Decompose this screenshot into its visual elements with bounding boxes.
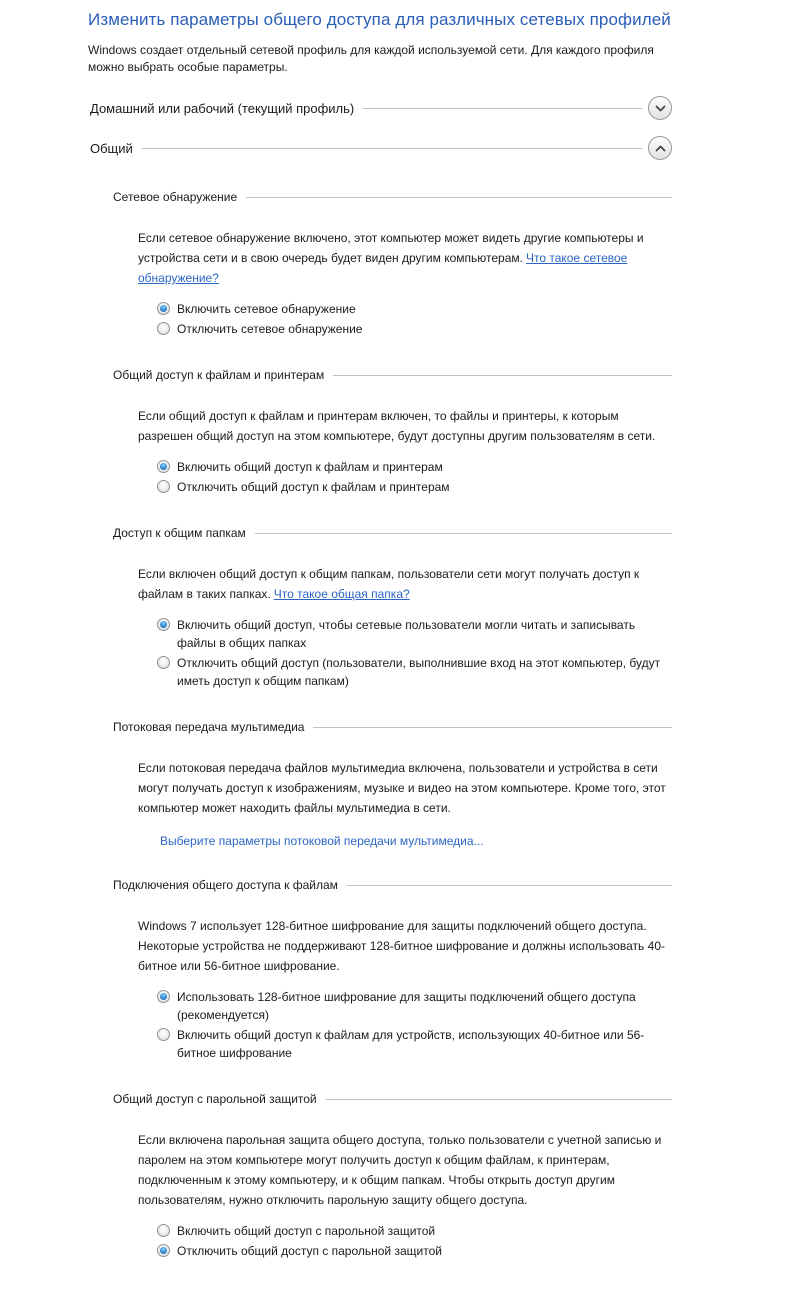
radio-option[interactable] <box>157 616 672 652</box>
radio-option-label[interactable]: Отключить общий доступ к файлам и принтерам <box>177 480 450 494</box>
help-link[interactable]: Что такое сетевое обнаружение? <box>138 251 628 285</box>
radio-option[interactable] <box>157 478 672 496</box>
section-header <box>113 878 672 892</box>
section-description: Windows 7 использует 128-битное шифрование для защиты подключений общего доступа. Некоторые устройства не поддерживают 128-битное шифрование и должны использовать 40-битное или 56-битное шифрование. <box>138 919 665 973</box>
section-header <box>113 526 672 540</box>
radio-selected-icon[interactable] <box>157 990 170 1003</box>
profile-section-home-work <box>90 96 672 120</box>
radio-option-label[interactable]: Включить общий доступ с парольной защитой <box>177 1224 436 1238</box>
divider-line <box>333 375 672 376</box>
section-header <box>113 1092 672 1106</box>
radio-group <box>157 616 672 690</box>
profile-label: Домашний или рабочий (текущий профиль) <box>90 100 355 116</box>
radio-option-label[interactable]: Включить общий доступ к файлам для устройств, использующих 40-битное или 56-битное шифрование <box>177 1028 645 1060</box>
radio-unselected-icon[interactable] <box>157 322 170 335</box>
section-header <box>113 368 672 382</box>
radio-selected-icon[interactable] <box>157 302 170 315</box>
section-heading: Потоковая передача мультимедиа <box>113 720 305 734</box>
settings-sections <box>88 190 672 1260</box>
divider-line <box>363 108 642 109</box>
radio-option[interactable] <box>157 988 672 1024</box>
settings-section <box>88 190 672 338</box>
radio-option-label[interactable]: Отключить общий доступ с парольной защитой <box>177 1244 442 1258</box>
section-heading: Доступ к общим папкам <box>113 526 246 540</box>
section-heading: Подключения общего доступа к файлам <box>113 878 338 892</box>
radio-option[interactable] <box>157 1242 672 1260</box>
collapse-profile-button[interactable] <box>648 136 672 160</box>
divider-line <box>313 727 672 728</box>
profile-section-public <box>90 136 672 160</box>
radio-option[interactable] <box>157 320 672 338</box>
divider-line <box>347 885 672 886</box>
section-description: Если включена парольная защита общего доступа, только пользователи с учетной записью и паролем на этом компьютере могут получить доступ к общим файлам, к принтерам, подключенным к этому компьютеру, и к общим папкам. Чтобы открыть доступ другим пользователям, нужно отключить парольную защиту общего доступа. <box>138 1133 662 1207</box>
section-description: Если сетевое обнаружение включено, этот компьютер может видеть другие компьютеры и устройства сети и в свою очередь будет виден другим компьютерам. Что такое сетевое обнаружение? <box>138 231 644 285</box>
section-description: Если включен общий доступ к общим папкам, пользователи сети могут получать доступ к файлам в таких папках. Что такое общая папка? <box>138 567 640 601</box>
chevron-down-icon <box>655 105 666 112</box>
radio-option-label[interactable]: Включить общий доступ к файлам и принтерам <box>177 460 443 474</box>
section-description: Если общий доступ к файлам и принтерам включен, то файлы и принтеры, к которым разрешен общий доступ на этом компьютере, будут доступны другим пользователям в сети. <box>138 409 656 443</box>
radio-selected-icon[interactable] <box>157 618 170 631</box>
radio-option-label[interactable]: Включить сетевое обнаружение <box>177 302 356 316</box>
settings-section <box>88 526 672 690</box>
page-intro: Windows создает отдельный сетевой профиль для каждой используемой сети. Для каждого профиля можно выбрать особые параметры. <box>88 43 654 74</box>
radio-group <box>157 1222 672 1260</box>
radio-option[interactable] <box>157 654 672 690</box>
radio-selected-icon[interactable] <box>157 1244 170 1257</box>
radio-group <box>157 300 672 338</box>
section-heading: Общий доступ к файлам и принтерам <box>113 368 325 382</box>
help-link[interactable]: Выберите параметры потоковой передачи мультимедиа... <box>160 834 484 848</box>
section-heading: Сетевое обнаружение <box>113 190 238 204</box>
divider-line <box>142 148 642 149</box>
section-description: Если потоковая передача файлов мультимедиа включена, пользователи и устройства в сети могут получать доступ к изображениям, музыке и видео на этом компьютере. Кроме того, этот компьютер может находить файлы мультимедиа в сети. <box>138 761 666 815</box>
radio-option[interactable] <box>157 300 672 318</box>
radio-unselected-icon[interactable] <box>157 656 170 669</box>
radio-option[interactable] <box>157 458 672 476</box>
radio-unselected-icon[interactable] <box>157 1224 170 1237</box>
settings-section <box>88 1092 672 1260</box>
expand-profile-button[interactable] <box>648 96 672 120</box>
radio-option-label[interactable]: Использовать 128-битное шифрование для защиты подключений общего доступа (рекомендуется) <box>177 990 636 1022</box>
chevron-up-icon <box>655 145 666 152</box>
divider-line <box>255 533 672 534</box>
section-heading: Общий доступ с парольной защитой <box>113 1092 317 1106</box>
settings-section <box>88 720 672 848</box>
radio-option[interactable] <box>157 1026 672 1062</box>
radio-group <box>157 458 672 496</box>
divider-line <box>326 1099 672 1100</box>
radio-option-label[interactable]: Отключить сетевое обнаружение <box>177 322 363 336</box>
profile-label: Общий <box>90 140 133 156</box>
advanced-sharing-settings-page <box>88 10 672 1260</box>
radio-selected-icon[interactable] <box>157 460 170 473</box>
section-header <box>113 720 672 734</box>
radio-option[interactable] <box>157 1222 672 1240</box>
radio-unselected-icon[interactable] <box>157 480 170 493</box>
settings-section <box>88 368 672 496</box>
divider-line <box>246 197 672 198</box>
settings-section <box>88 878 672 1062</box>
page-title: Изменить параметры общего доступа для различных сетевых профилей <box>88 10 671 29</box>
radio-option-label[interactable]: Отключить общий доступ (пользователи, выполнившие вход на этот компьютер, будут иметь доступ к общим папкам) <box>177 656 661 688</box>
radio-option-label[interactable]: Включить общий доступ, чтобы сетевые пользователи могли читать и записывать файлы в общих папках <box>177 618 636 650</box>
radio-group <box>157 988 672 1062</box>
help-link[interactable]: Что такое общая папка? <box>273 587 410 601</box>
radio-unselected-icon[interactable] <box>157 1028 170 1041</box>
section-header <box>113 190 672 204</box>
